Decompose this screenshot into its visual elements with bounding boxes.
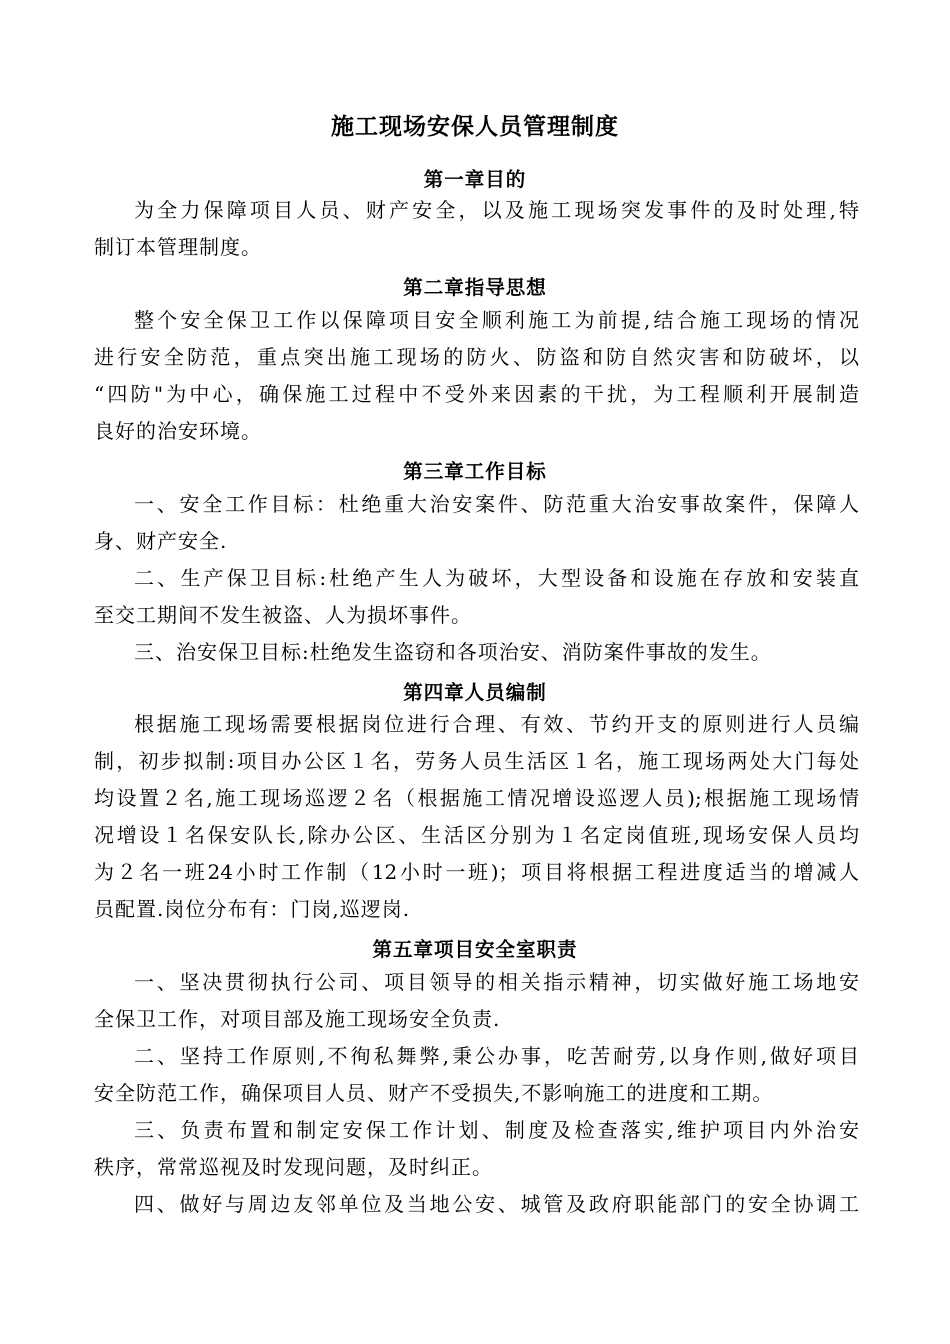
chapter-3-line-1: 一、安全工作目标：杜绝重大治安案件、防范重大治安事故案件，保障人 — [134, 492, 859, 516]
chapter-1-line-1: 为全力保障项目人员、财产安全，以及施工现场突发事件的及时处理,特 — [134, 198, 859, 222]
chapter-4-line-3: 均设置２名,施工现场巡逻２名（根据施工情况增设巡逻人员);根据施工现场情 — [94, 786, 859, 810]
chapter-4-line-4: 况增设１名保安队长,除办公区、生活区分别为１名定岗值班,现场安保人员均 — [94, 823, 859, 847]
chapter-5-line-2: 全保卫工作，对项目部及施工现场安全负责. — [94, 1007, 501, 1031]
chapter-3-heading: 第三章工作目标 — [403, 460, 547, 483]
chapter-2-line-3: “四防"为中心，确保施工过程中不受外来因素的干扰，为工程顺利开展制造 — [94, 382, 859, 406]
chapter-3-line-2: 身、财产安全. — [94, 529, 228, 553]
chapter-2-line-2: 进行安全防范，重点突出施工现场的防火、防盗和防自然灾害和防破坏，以 — [94, 345, 859, 369]
chapter-4-line-6: 员配置.岗位分布有：门岗,巡逻岗. — [94, 897, 411, 921]
chapter-2-heading: 第二章指导思想 — [403, 276, 547, 299]
chapter-5-line-5: 三、负责布置和制定安保工作计划、制度及检查落实,维护项目内外治安 — [134, 1118, 859, 1142]
chapter-3-line-4: 至交工期间不发生被盗、人为损坏事件。 — [94, 603, 472, 627]
chapter-2-line-1: 整个安全保卫工作以保障项目安全顺利施工为前提,结合施工现场的情况 — [134, 308, 859, 332]
chapter-1-line-2: 制订本管理制度。 — [94, 235, 262, 259]
chapter-3-line-3: 二、生产保卫目标:杜绝产生人为破坏，大型设备和设施在存放和安装直 — [134, 566, 859, 590]
chapter-4-line-5: 为２名一班24小时工作制（12小时一班)；项目将根据工程进度适当的增减人 — [94, 860, 859, 884]
chapter-5-line-6: 秩序，常常巡视及时发现问题，及时纠正。 — [94, 1155, 493, 1179]
chapter-3-line-5: 三、治安保卫目标:杜绝发生盗窃和各项治安、消防案件事故的发生。 — [134, 640, 772, 664]
chapter-4-line-1: 根据施工现场需要根据岗位进行合理、有效、节约开支的原则进行人员编 — [134, 712, 859, 736]
chapter-5-heading: 第五章项目安全室职责 — [372, 938, 578, 961]
chapter-5-line-4: 安全防范工作，确保项目人员、财产不受损失,不影响施工的进度和工期。 — [94, 1081, 774, 1105]
chapter-4-line-2: 制，初步拟制:项目办公区１名，劳务人员生活区１名，施工现场两处大门每处 — [94, 749, 859, 773]
chapter-5-line-3: 二、坚持工作原则,不徇私舞弊,秉公办事，吃苦耐劳,以身作则,做好项目 — [134, 1044, 859, 1068]
chapter-4-heading: 第四章人员编制 — [403, 681, 547, 704]
chapter-5-line-7: 四、做好与周边友邻单位及当地公安、城管及政府职能部门的安全协调工 — [134, 1192, 859, 1216]
chapter-2-line-4: 良好的治安环境。 — [94, 419, 262, 443]
document-title: 施工现场安保人员管理制度 — [331, 113, 619, 140]
chapter-5-line-1: 一、坚决贯彻执行公司、项目领导的相关指示精神，切实做好施工场地安 — [134, 970, 859, 994]
chapter-1-heading: 第一章目的 — [423, 168, 527, 191]
